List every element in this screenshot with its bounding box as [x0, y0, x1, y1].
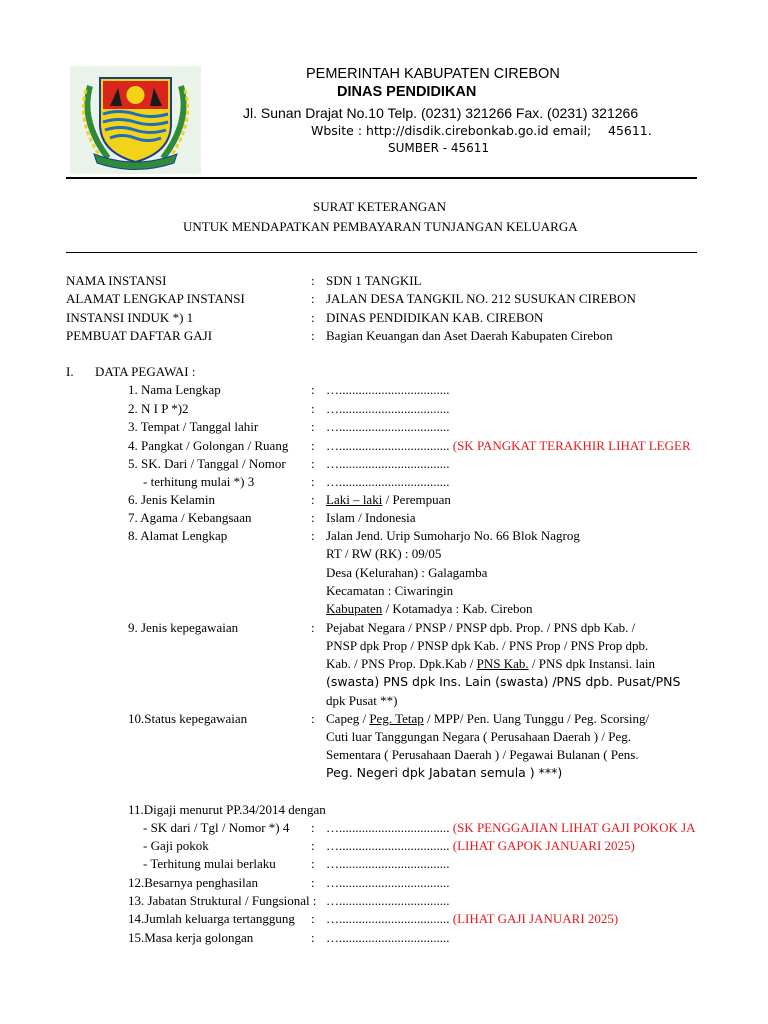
colon: : [311, 291, 315, 306]
letterhead-postcode: 45611. [608, 123, 652, 138]
colon: : [311, 474, 315, 489]
status-line1-c: / MPP/ Pen. Uang Tunggu / Peg. Scorsing/ [423, 711, 650, 726]
colon: : [311, 456, 315, 471]
header-divider [66, 177, 697, 179]
colon: : [311, 310, 315, 325]
value-jenis-line1: Pejabat Negara / PNSP / PNSP dpb. Prop. / PNS dpb Kab. / [326, 620, 636, 635]
value-agama: Islam / Indonesia [326, 510, 416, 525]
label-alamat-instansi: ALAMAT LENGKAP INSTANSI [66, 291, 245, 306]
colon: : [311, 510, 315, 525]
letterhead-address: Jl. Sunan Drajat No.10 Telp. (0231) 321266 Fax. (0231) 321266 [243, 105, 639, 121]
label-alamat: 8. Alamat Lengkap [128, 528, 228, 543]
note-digaji-sk: (SK PENGGAJIAN LIHAT GAJI POKOK JA [452, 820, 696, 835]
value-alamat-desa: Desa (Kelurahan) : Galagamba [326, 565, 488, 580]
label-nama-lengkap: 1. Nama Lengkap [128, 382, 221, 397]
label-tempat-tanggal-lahir: 3. Tempat / Tanggal lahir [128, 419, 259, 434]
colon: : [311, 620, 315, 635]
document-subtitle: UNTUK MENDAPATKAN PEMBAYARAN TUNJANGAN KELUARGA [183, 219, 578, 234]
label-terhitung-mulai: - terhitung mulai *) 3 [143, 474, 255, 489]
colon: : [311, 401, 315, 416]
label-digaji-sk: - SK dari / Tgl / Nomor *) 4 [143, 820, 290, 835]
dotted-blank [326, 911, 618, 927]
label-sk: 5. SK. Dari / Tanggal / Nomor [128, 456, 286, 471]
section-number: I. [66, 364, 74, 379]
value-jenis-kelamin [326, 492, 451, 508]
kotamadya-text: / Kotamadya : Kab. Cirebon [382, 601, 533, 616]
label-keluarga: 14.Jumlah keluarga tertanggung [128, 911, 295, 926]
colon: : [311, 875, 315, 890]
colon: : [311, 438, 315, 453]
dotted-blank: ….................................. [326, 474, 450, 489]
colon: : [311, 930, 315, 945]
value-alamat-jalan: Jalan Jend. Urip Sumoharjo No. 66 Blok Nagrog [326, 528, 580, 543]
colon: : [311, 492, 315, 507]
value-jenis-line5: dpk Pusat **) [326, 693, 398, 708]
value-status-line2: Cuti luar Tanggungan Negara ( Perusahaan Daerah ) / Peg. [326, 729, 631, 744]
kabupaten-cirebon-emblem [70, 66, 201, 174]
value-jenis-line3 [326, 656, 655, 672]
letterhead-government: PEMERINTAH KABUPATEN CIREBON [306, 66, 560, 82]
value-jenis-line4: (swasta) PNS dpk Ins. Lain (swasta) /PNS dpb. Pusat/PNS [326, 674, 681, 689]
label-terhitung-berlaku: - Terhitung mulai berlaku [143, 856, 276, 871]
label-masa-kerja: 15.Masa kerja golongan [128, 930, 254, 945]
colon: : [311, 911, 315, 926]
jenis-selected: PNS Kab. [476, 656, 529, 671]
colon: : [311, 419, 315, 434]
section-title: DATA PEGAWAI : [95, 364, 196, 379]
dotted-blank [326, 820, 696, 836]
label-nip: 2. N I P *)2 [128, 401, 189, 416]
colon: : [311, 528, 315, 543]
value-alamat-instansi: JALAN DESA TANGKIL NO. 212 SUSUKAN CIREBON [326, 291, 636, 306]
value-alamat-kecamatan: Kecamatan : Ciwaringin [326, 583, 454, 598]
colon: : [311, 856, 315, 871]
status-line1-a: Capeg / [326, 711, 370, 726]
dotted-blank: ….................................. [326, 456, 450, 471]
value-status-line4: Peg. Negeri dpk Jabatan semula ) ***) [326, 765, 563, 780]
colon: : [311, 382, 315, 397]
kabupaten-selected: Kabupaten [326, 601, 383, 616]
label-agama: 7. Agama / Kebangsaan [128, 510, 252, 525]
dotted-blank: ….................................. [326, 382, 450, 397]
label-pembuat-daftar-gaji: PEMBUAT DAFTAR GAJI [66, 328, 213, 343]
value-alamat-rtrw: RT / RW (RK) : 09/05 [326, 546, 442, 561]
label-jabatan: 13. Jabatan Struktural / Fungsional : [128, 893, 317, 908]
jenis-kelamin-selected: Laki – laki [326, 492, 383, 507]
dotted-blank-text: ….................................. [326, 438, 450, 453]
colon: : [311, 838, 315, 853]
label-digaji: 11.Digaji menurut PP.34/2014 dengan [128, 802, 326, 817]
value-status-line3: Sementara ( Perusahaan Daerah ) / Pegawai Bulanan ( Pens. [326, 747, 639, 762]
value-instansi-induk: DINAS PENDIDIKAN KAB. CIREBON [326, 310, 544, 325]
status-selected: Peg. Tetap [369, 711, 424, 726]
dotted-blank: ….................................. [326, 401, 450, 416]
title-divider [66, 252, 697, 253]
dotted-blank-text: ….................................. [326, 838, 450, 853]
dotted-blank: ….................................. [326, 893, 450, 908]
note-gaji-pokok: (LIHAT GAPOK JANUARI 2025) [452, 838, 635, 853]
colon: : [311, 820, 315, 835]
document-title: SURAT KETERANGAN [313, 199, 447, 214]
colon: : [311, 273, 315, 288]
letterhead-website: Wbsite : http://disdik.cirebonkab.go.id email; [311, 123, 592, 138]
value-jenis-line2: PNSP dpk Prop / PNSP dpk Kab. / PNS Prop / PNS Prop dpb. [326, 638, 649, 653]
colon: : [311, 328, 315, 343]
dotted-blank: ….................................. [326, 875, 450, 890]
label-jenis-kepegawaian: 9. Jenis kepegawaian [128, 620, 239, 635]
dotted-blank: ….................................. [326, 930, 450, 945]
dotted-blank-text: ….................................. [326, 820, 450, 835]
value-pembuat-daftar-gaji: Bagian Keuangan dan Aset Daerah Kabupaten Cirebon [326, 328, 613, 343]
jenis-kelamin-other: / Perempuan [382, 492, 451, 507]
label-nama-instansi: NAMA INSTANSI [66, 273, 167, 288]
colon: : [311, 711, 315, 726]
label-instansi-induk: INSTANSI INDUK *) 1 [66, 310, 194, 325]
label-status-kepegawaian: 10.Status kepegawaian [128, 711, 248, 726]
value-alamat-kabupaten [326, 601, 533, 617]
note-keluarga: (LIHAT GAJI JANUARI 2025) [452, 911, 619, 926]
dotted-blank [326, 438, 691, 454]
value-nama-instansi: SDN 1 TANGKIL [326, 273, 422, 288]
dotted-blank-text: ….................................. [326, 911, 450, 926]
label-penghasilan: 12.Besarnya penghasilan [128, 875, 258, 890]
label-jenis-kelamin: 6. Jenis Kelamin [128, 492, 216, 507]
dotted-blank: ….................................. [326, 419, 450, 434]
jenis-line3-c: / PNS dpk Instansi. lain [528, 656, 656, 671]
note-pangkat: (SK PANGKAT TERAKHIR LIHAT LEGER [452, 438, 691, 453]
dotted-blank: ….................................. [326, 856, 450, 871]
jenis-line3-a: Kab. / PNS Prop. Dpk.Kab / [326, 656, 477, 671]
letterhead-department: DINAS PENDIDIKAN [337, 84, 477, 100]
dotted-blank [326, 838, 635, 854]
label-pangkat: 4. Pangkat / Golongan / Ruang [128, 438, 289, 453]
letterhead-sumber: SUMBER - 45611 [388, 141, 490, 155]
label-gaji-pokok: - Gaji pokok [143, 838, 209, 853]
value-status-line1 [326, 711, 649, 727]
